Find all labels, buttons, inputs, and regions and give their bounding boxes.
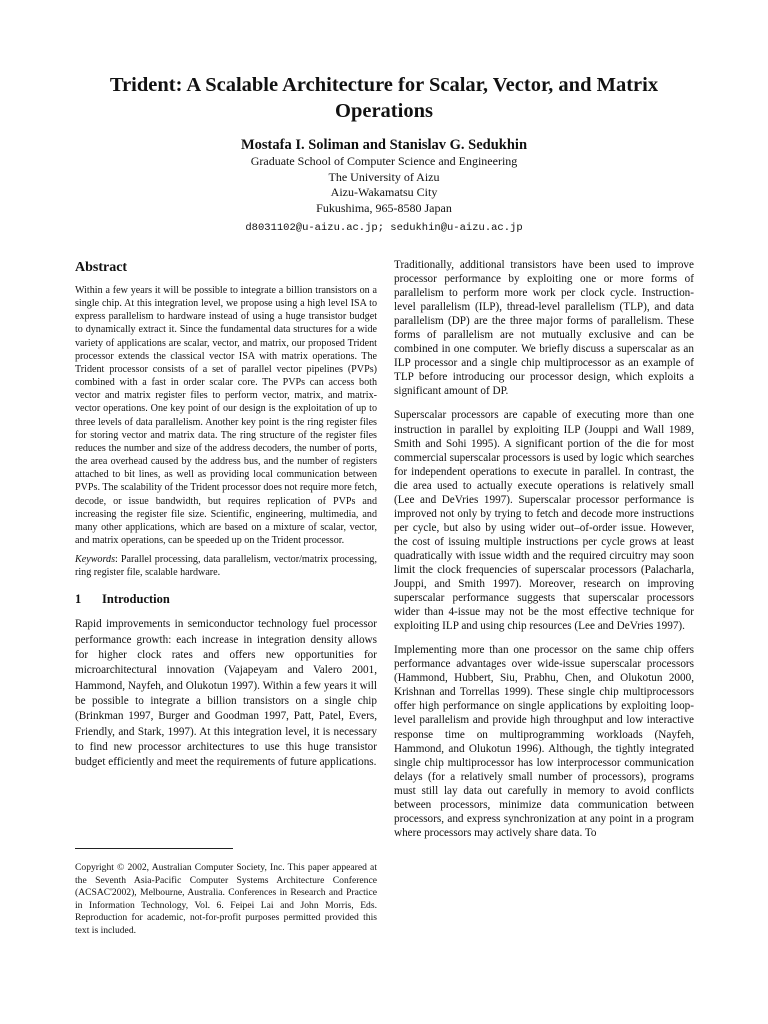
paper-authors: Mostafa I. Soliman and Stanislav G. Sedukhin [240, 137, 528, 153]
left-column [75, 258, 377, 770]
affiliation-line: Graduate School of Computer Science and Engineering [250, 154, 518, 168]
abstract-heading: Abstract [75, 260, 128, 275]
affiliation-line: Fukushima, 965-8580 Japan [316, 200, 452, 215]
author-emails: d8031102@u-aizu.ac.jp; sedukhin@u-aizu.ac.jp [245, 222, 523, 234]
abstract-text: Within a few years it will be possible to integrate a billion transistors on a single chip. At this integration level, we propose using a high level ISA to express parallelism to hardware instead of using a huge transistor budget to dynamically extract it. Since the fundamental data structures for a wide variety of applications are scalar, vector, and matrix, our proposed Trident processor extends the classical vector ISA with matrix operations. The Trident processor consists of a set of parallel vector pipelines (PVPs) combined with a fast in order scalar core. The PVPs can access both vector and matrix register files to perform vector, matrix, and matrix-vector operations. One key point of our design is the exploitation of up to three levels of data parallelism. Another key point is the ring register files for storing vector and matrix data. The ring structure of the register files reduces the number and size of the address decoders, the number of ports, the area overhead caused by the address bus, and the number of registers attached to bit lines, as well as providing local communication between PVPs. The scalability of the Trident processor does not require more fetch, decode, or issue bandwidth, but requires replication of PVPs and increasing the register file size. Scientific, engineering, multimedia, and many other applications, which are based on a mixture of scalar, vector, and matrix operations, can be speeded up on the Trident processor. [75, 285, 377, 546]
affiliation-line: Aizu-Wakamatsu City [330, 185, 438, 199]
author-affiliation [60, 154, 708, 216]
keywords [75, 553, 377, 579]
section-title: Introduction [102, 592, 170, 607]
body-paragraph: Implementing more than one processor on the same chip offers performance advantages over wide-issue superscalar processors (Hammond, Hubbert, Siu, Prabhu, Chen, and Olukotun 2000, Krishnan and Torrellas 1999). These single chip multiprocessors offer high performance on single applications by exploiting loop-level parallelism and provide high throughput and low interactive response time on multiprogramming workloads (Nayfeh, Hammond, and Olukotun 1996). Although, the tightly integrated single chip multiprocessor has low interprocessor communication delays (for a relatively small number of processors), programs must still lay data out carefully in memory to avoid conflicts between processors, minimize data communication between processors, and express synchronization at any point in a program where processors may actively share data. To [394, 644, 694, 839]
footnote-divider [75, 848, 233, 849]
body-paragraph: Superscalar processors are capable of executing more than one instruction in parallel by exploiting ILP (Jouppi and Wall 1989, Smith and Sohi 1995). A significant portion of the die for most commercial superscalar processors is used by logic which searches for independent operations to execute in parallel. In contrast, the die area used to actually execute operations is relatively small (Lee and DeVries 1997). Superscalar processor performance is improved not only by trying to fetch and decode more instructions per cycle, but also by using wider out–of-order issue. However, the cost of issuing multiple instructions per cycle grows at least quadratically with issue width and the required circuitry may soon limit the clock frequencies of superscalar processors (Palacharla, Jouppi, and Smith 1997). Moreover, research on improving superscalar performance suggests that superscalar processors wider than 4-issue may not be the most effective technique for exploiting ILP and using chip resources (Lee and DeVries 1997). [394, 409, 694, 633]
right-column [394, 258, 694, 850]
keywords-label: Keywords [75, 554, 116, 566]
section-heading-introduction [75, 591, 377, 607]
copyright-footnote: Copyright © 2002, Australian Computer Society, Inc. This paper appeared at the Seventh Asia-Pacific Computer Systems Architecture Conference (ACSAC'2002), Melbourne, Australia. Conferences in Research and Practice in Information Technology, Vol. 6. Feipei Lai and John Morris, Eds. Reproduction for academic, not-for-profit purposes permitted provided this text is included. [75, 862, 377, 936]
keywords-text: : Parallel processing, data parallelism, vector/matrix processing, ring register file, scalable hardware. [75, 554, 377, 579]
body-paragraph: Traditionally, additional transistors have been used to improve processor performance by exploiting one or more forms of parallelism to perform more work per clock cycle. Instruction-level parallelism (ILP), thread-level parallelism (TLP), and data parallelism (DP) are the three major forms of parallelism. These forms of parallelism are not mutually exclusive and can be combined in one computer. We briefly discuss a superscalar as an ILP processor and a single chip multiprocessor as an example of TLP before introducing our processor design, which exploits a significant amount of DP. [394, 259, 694, 398]
paper-title: Trident: A Scalable Architecture for Scalar, Vector, and Matrix Operations [109, 74, 659, 122]
affiliation-line: The University of Aizu [328, 169, 440, 184]
section-number: 1 [75, 592, 82, 607]
introduction-paragraph: Rapid improvements in semiconductor technology fuel processor performance growth: each increase in integration density allows for higher clock rates and offers new opportunities for microarchitectural innovation (Vajapeyam and Valero 2001, Hammond, Nayfeh, and Olukotun 1997). Within a few years it will be possible to integrate a billion transistors on a single chip (Brinkman 1997, Burger and Goodman 1997, Patt, Patel, Evers, Friendly, and Stark, 1997). At this integration level, it is necessary to find new processor architectures to use this huge transistor budget efficiently and meet the requirements of future applications. [75, 618, 377, 769]
